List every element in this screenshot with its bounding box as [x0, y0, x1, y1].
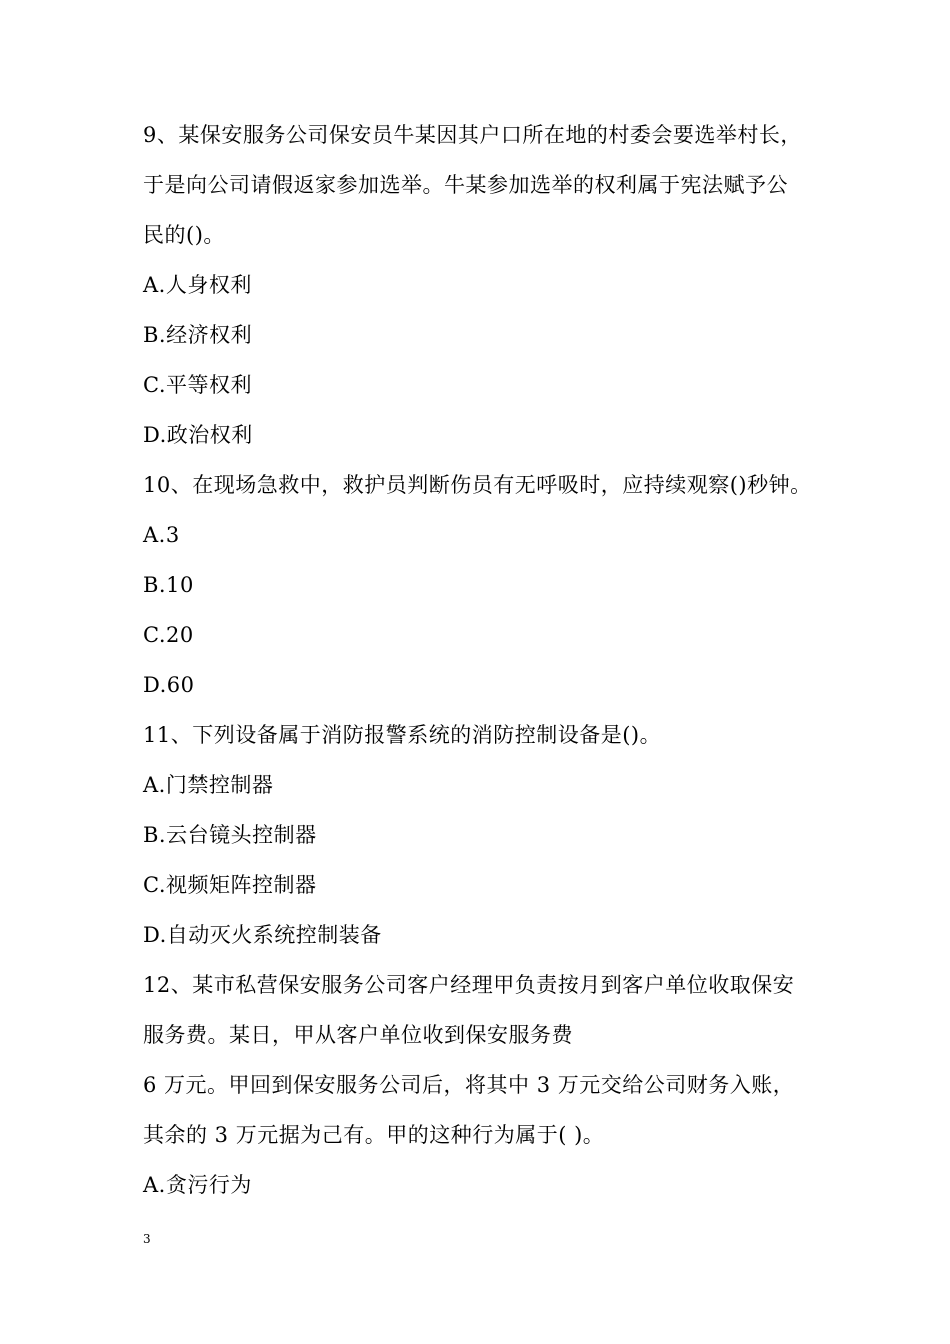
question-11-option-c: C.视频矩阵控制器	[143, 873, 317, 897]
question-12-line-2: 服务费。某日，甲从客户单位收到保安服务费	[143, 1023, 573, 1047]
question-12-line-4: 其余的 3 万元据为己有。甲的这种行为属于( )。	[143, 1123, 605, 1147]
question-9-line-2: 于是向公司请假返家参加选举。牛某参加选举的权利属于宪法赋予公	[143, 173, 788, 197]
question-10-option-b: B.10	[143, 573, 194, 597]
question-11-line-1: 11、下列设备属于消防报警系统的消防控制设备是()。	[143, 723, 662, 747]
question-10-option-a: A.3	[143, 523, 180, 547]
question-9-option-c: C.平等权利	[143, 373, 252, 397]
question-11-option-a: A.门禁控制器	[143, 773, 274, 797]
question-12-line-1: 12、某市私营保安服务公司客户经理甲负责按月到客户单位收取保安	[143, 973, 795, 997]
question-10-option-c: C.20	[143, 623, 194, 647]
question-9-option-b: B.经济权利	[143, 323, 253, 347]
question-10-line-1: 10、在现场急救中，救护员判断伤员有无呼吸时，应持续观察()秒钟。	[143, 473, 812, 497]
question-9-option-d: D.政治权利	[143, 423, 253, 447]
question-11-option-d: D.自动灭火系统控制装备	[143, 923, 382, 947]
question-9-line-3: 民的()。	[143, 223, 225, 247]
question-12-line-3: 6 万元。甲回到保安服务公司后，将其中 3 万元交给公司财务入账，	[143, 1073, 795, 1097]
question-11-option-b: B.云台镜头控制器	[143, 823, 317, 847]
question-10-option-d: D.60	[143, 673, 195, 697]
question-9-option-a: A.人身权利	[143, 273, 252, 297]
question-12-option-a: A.贪污行为	[143, 1173, 252, 1197]
question-9-line-1: 9、某保安服务公司保安员牛某因其户口所在地的村委会要选举村长，	[143, 123, 802, 147]
page-number: 3	[143, 1232, 151, 1246]
